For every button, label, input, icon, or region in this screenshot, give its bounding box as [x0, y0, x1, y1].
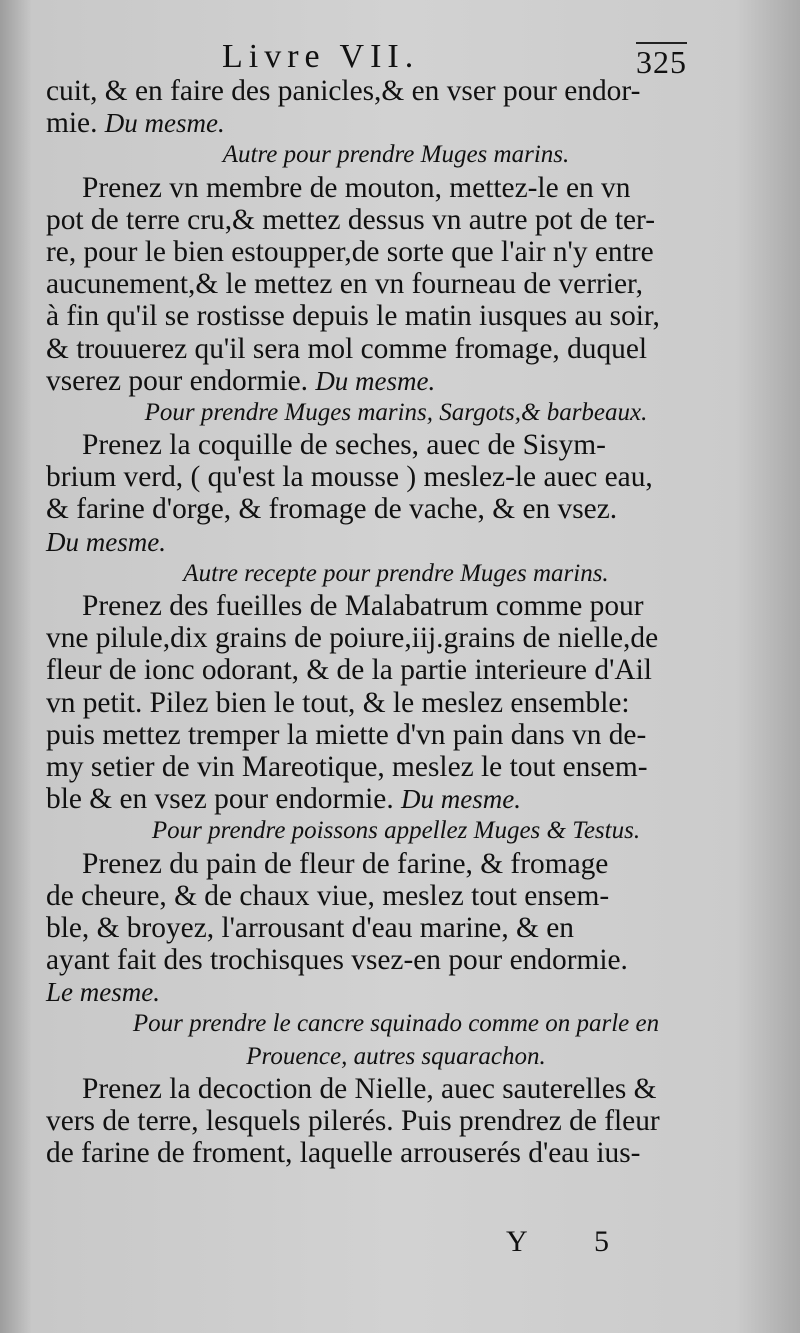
line-text: & trouuerez qu'il sera mol comme fromage, duquel — [46, 332, 648, 365]
heading-text: Pour prendre le cancre squinado comme on parle en — [132, 1010, 660, 1038]
text-line — [46, 976, 746, 1008]
text-block — [46, 75, 746, 1169]
line-text: mie. — [46, 107, 105, 140]
text-line — [46, 429, 746, 461]
line-text: pot de terre cru,& mettez dessus vn autre pot de ter- — [46, 203, 656, 236]
text-line — [46, 654, 746, 686]
text-line — [46, 622, 746, 654]
line-text: & farine d'orge, & fromage de vache, & en vsez. — [46, 493, 618, 526]
source-attribution: Du mesme. — [104, 108, 225, 139]
line-text: my setier de vin Mareotique, meslez le tout ensem- — [46, 750, 648, 783]
text-line — [46, 751, 746, 783]
heading-text: Pour prendre poissons appellez Muges & Testus. — [151, 817, 641, 845]
heading-text: Pour prendre Muges marins, Sargots,& barbeaux. — [144, 398, 648, 426]
line-text: ble & en vsez pour endormie. — [46, 783, 402, 816]
section-heading — [46, 558, 746, 590]
text-line — [46, 1073, 746, 1105]
line-text: vers de terre, lesquels pilerés. Puis prendrez de fleur — [46, 1105, 660, 1137]
line-text: puis mettez tremper la miette d'vn pain dans vn de- — [46, 718, 647, 751]
text-line — [46, 172, 746, 204]
text-line — [46, 912, 746, 944]
line-text: fleur de ionc odorant, & de la partie interieure d'Ail — [46, 654, 652, 687]
section-heading — [46, 1041, 746, 1073]
text-line — [46, 75, 746, 107]
text-line — [46, 333, 746, 365]
text-line — [46, 1137, 746, 1169]
text-line — [46, 268, 746, 300]
line-text: brium verd, ( qu'est la mousse ) meslez-le auec eau, — [46, 461, 653, 494]
text-line — [46, 944, 746, 976]
line-text: Prenez la decoction de Nielle, auec sauterelles & — [82, 1072, 657, 1105]
text-line — [46, 783, 746, 815]
line-text: vserez pour endormie. — [46, 364, 316, 397]
line-text: Prenez vn membre de mouton, mettez-le en vn — [82, 171, 631, 204]
page-number: 325 — [636, 44, 687, 80]
text-line — [46, 300, 746, 332]
line-text: de farine de froment, laquelle arrouserés d'eau ius- — [46, 1137, 641, 1170]
line-text: ble, & broyez, l'arrousant d'eau marine, & en — [46, 911, 574, 944]
text-line — [46, 365, 746, 397]
source-attribution: Le mesme. — [46, 977, 160, 1008]
text-line — [46, 880, 746, 912]
heading-text: Autre recepte pour prendre Muges marins. — [183, 559, 609, 587]
line-text: cuit, & en faire des panicles,& en vser pour endor- — [46, 75, 641, 107]
source-attribution: Du mesme. — [46, 526, 166, 557]
line-text: aucunement,& le mettez en vn fourneau de verrier, — [46, 268, 643, 301]
source-attribution: Du mesme. — [401, 784, 522, 815]
source-attribution: Du mesme. — [315, 365, 436, 396]
line-text: re, pour le bien estoupper,de sorte que l'air n'y entre — [46, 235, 654, 268]
line-text: à fin qu'il se rostisse depuis le matin iusques au soir, — [46, 300, 660, 333]
text-line — [46, 461, 746, 493]
text-line — [46, 848, 746, 880]
text-line — [46, 590, 746, 622]
text-line — [46, 719, 746, 751]
text-line — [46, 1105, 746, 1137]
section-heading — [46, 397, 746, 429]
text-line — [46, 236, 746, 268]
text-line — [46, 526, 746, 558]
line-text: Prenez des fueilles de Malabatrum comme pour — [82, 590, 644, 622]
running-head: Livre VII. — [222, 38, 420, 75]
text-line — [46, 107, 746, 139]
line-text: Prenez la coquille de seches, auec de Sisym- — [82, 429, 606, 462]
section-heading — [46, 1008, 746, 1040]
section-heading — [46, 815, 746, 847]
text-line — [46, 687, 746, 719]
heading-text: Prouence, autres squarachon. — [246, 1042, 546, 1070]
line-text: ayant fait des trochisques vsez-en pour endormie. — [46, 944, 628, 977]
line-text: vn petit. Pilez bien le tout, & le meslez ensemble: — [46, 686, 630, 719]
section-heading — [46, 139, 746, 171]
line-text: vne pilule,dix grains de poiure,iij.grains de nielle,de — [46, 622, 659, 655]
signature-mark: Y 5 — [506, 1225, 640, 1258]
text-line — [46, 204, 746, 236]
heading-text: Autre pour prendre Muges marins. — [222, 141, 570, 169]
line-text: Prenez du pain de fleur de farine, & fromage — [82, 847, 609, 880]
line-text: de cheure, & de chaux viue, meslez tout ensem- — [46, 879, 610, 912]
text-line — [46, 493, 746, 525]
